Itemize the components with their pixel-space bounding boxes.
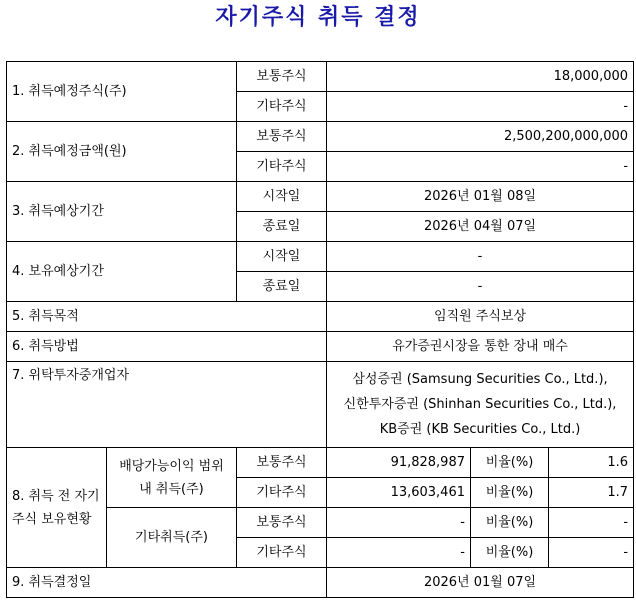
acquire-start-date: 2026년 01월 08일 <box>327 182 634 212</box>
holding-start-date: - <box>327 242 634 272</box>
common-stock-label: 보통주식 <box>237 122 327 152</box>
ratio-label: 비율(%) <box>471 508 549 538</box>
end-date-label: 종료일 <box>237 212 327 242</box>
row-label-holdings: 8. 취득 전 자기주식 보유현황 <box>7 448 107 568</box>
other-stock-label: 기타주식 <box>237 478 327 508</box>
table-row <box>7 362 634 448</box>
holding-dividend-other-value: 13,603,461 <box>327 478 471 508</box>
end-date-label: 종료일 <box>237 272 327 302</box>
acquire-amount-other-value: - <box>327 152 634 182</box>
acquire-end-date: 2026년 04월 07일 <box>327 212 634 242</box>
table-row <box>7 122 634 152</box>
holding-dividend-other-ratio: 1.7 <box>549 478 634 508</box>
common-stock-label: 보통주식 <box>237 508 327 538</box>
table-row <box>7 182 634 212</box>
decision-date-value: 2026년 01월 07일 <box>327 568 634 598</box>
row-label-broker: 7. 위탁투자중개업자 <box>7 362 327 448</box>
row-label-acquire-period: 3. 취득예상기간 <box>7 182 237 242</box>
holding-other-other-ratio: - <box>549 538 634 568</box>
acquire-amount-common-value: 2,500,200,000,000 <box>327 122 634 152</box>
holding-other-common-ratio: - <box>549 508 634 538</box>
row-label-acquire-shares: 1. 취득예정주식(주) <box>7 62 237 122</box>
ratio-label: 비율(%) <box>471 478 549 508</box>
method-value: 유가증권시장을 통한 장내 매수 <box>327 332 634 362</box>
row-label-acquire-amount: 2. 취득예정금액(원) <box>7 122 237 182</box>
row-label-decision-date: 9. 취득결정일 <box>7 568 327 598</box>
common-stock-label: 보통주식 <box>237 62 327 92</box>
disclosure-table <box>6 61 634 598</box>
holding-other-common-value: - <box>327 508 471 538</box>
holding-end-date: - <box>327 272 634 302</box>
common-stock-label: 보통주식 <box>237 448 327 478</box>
other-stock-label: 기타주식 <box>237 538 327 568</box>
row-label-method: 6. 취득방법 <box>7 332 327 362</box>
holding-dividend-common-value: 91,828,987 <box>327 448 471 478</box>
dividend-range-label: 배당가능이익 범위 내 취득(주) <box>107 448 237 508</box>
purpose-value: 임직원 주식보상 <box>327 302 634 332</box>
broker-item: 삼성증권 (Samsung Securities Co., Ltd.), <box>352 372 608 387</box>
other-stock-label: 기타주식 <box>237 152 327 182</box>
table-row <box>7 332 634 362</box>
table-row <box>7 62 634 92</box>
table-row <box>7 448 634 478</box>
holding-other-other-value: - <box>327 538 471 568</box>
ratio-label: 비율(%) <box>471 448 549 478</box>
start-date-label: 시작일 <box>237 242 327 272</box>
acquire-shares-common-value: 18,000,000 <box>327 62 634 92</box>
holding-dividend-common-ratio: 1.6 <box>549 448 634 478</box>
table-row <box>7 302 634 332</box>
acquire-shares-other-value: - <box>327 92 634 122</box>
broker-item: 신한투자증권 (Shinhan Securities Co., Ltd.), <box>343 397 617 412</box>
broker-item: KB증권 (KB Securities Co., Ltd.) <box>379 422 581 437</box>
start-date-label: 시작일 <box>237 182 327 212</box>
table-row <box>7 242 634 272</box>
table-row <box>7 568 634 598</box>
row-label-holding-period: 4. 보유예상기간 <box>7 242 237 302</box>
broker-list <box>327 362 634 448</box>
row-label-purpose: 5. 취득목적 <box>7 302 327 332</box>
ratio-label: 비율(%) <box>471 538 549 568</box>
other-acquisition-label: 기타취득(주) <box>107 508 237 568</box>
other-stock-label: 기타주식 <box>237 92 327 122</box>
page-title: 자기주식 취득 결정 <box>215 4 421 30</box>
